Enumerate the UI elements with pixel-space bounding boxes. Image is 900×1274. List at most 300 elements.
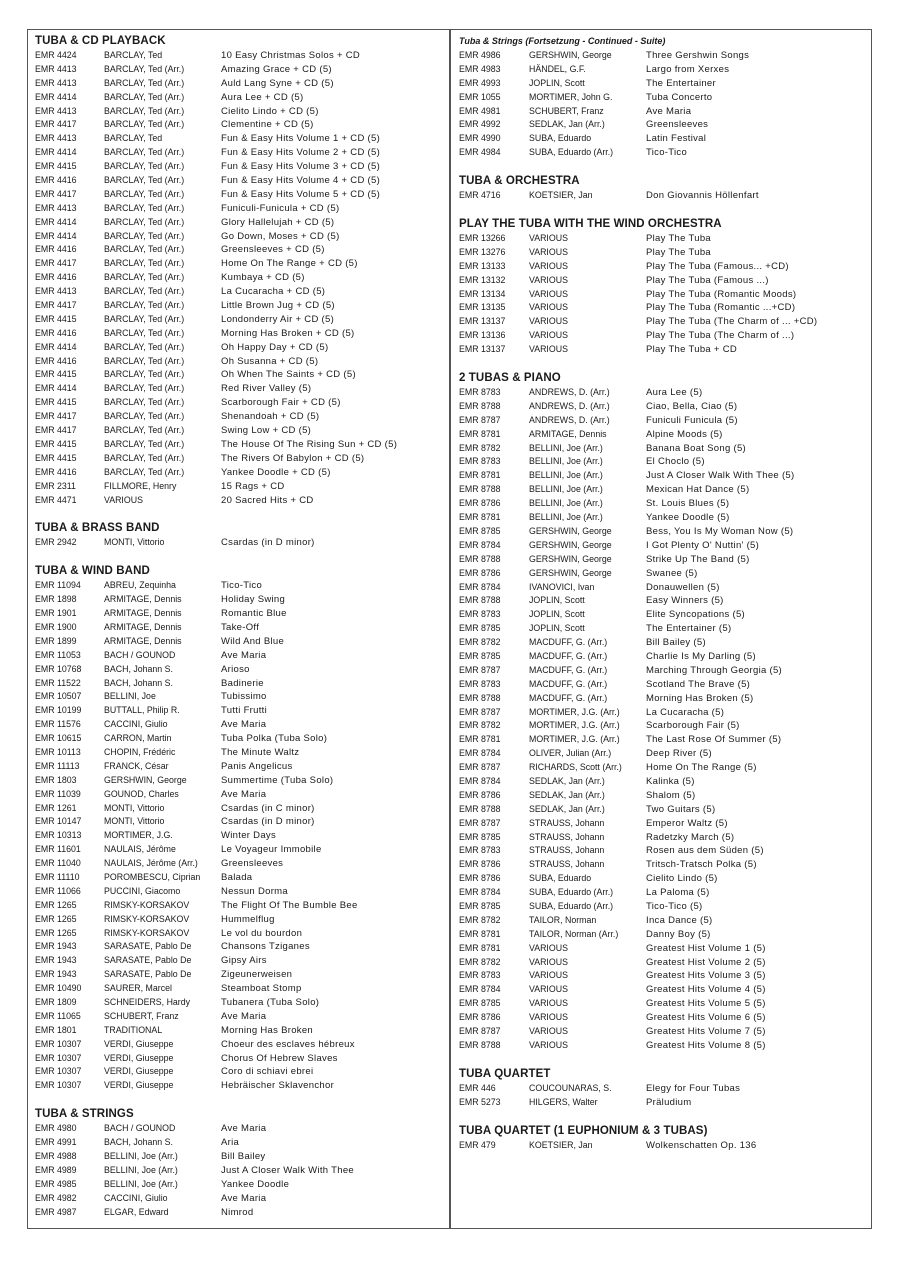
section-tuba-quartet (459, 1066, 867, 1110)
composer-name: VARIOUS (529, 330, 568, 341)
work-title: Ave Maria (221, 649, 267, 661)
work-title: Tubissimo (221, 691, 267, 703)
catalog-number: EMR 4417 (35, 188, 77, 199)
composer-name: STRAUSS, Johann (529, 831, 605, 842)
catalog-row (35, 146, 443, 160)
section-heading: TUBA & BRASS BAND (35, 522, 160, 535)
column-divider (449, 29, 451, 1229)
catalog-number: EMR 10113 (35, 746, 81, 757)
catalog-number: EMR 8781 (459, 470, 501, 481)
composer-name: MONTI, Vittorio (104, 537, 165, 548)
catalog-row (35, 188, 443, 202)
work-title: Oh Happy Day + CD (5) (221, 341, 329, 353)
catalog-row (459, 146, 867, 160)
composer-name: TAILOR, Norman (Arr.) (529, 928, 619, 939)
composer-name: BARCLAY, Ted (Arr.) (104, 230, 185, 241)
catalog-row (35, 466, 443, 480)
composer-name: BACH, Johann S. (104, 677, 173, 688)
catalog-number: EMR 4415 (35, 397, 77, 408)
composer-name: GERSHWIN, George (529, 50, 612, 60)
composer-name: SEDLAK, Jan (Arr.) (529, 803, 605, 814)
catalog-row (459, 761, 867, 775)
catalog-number: EMR 11113 (35, 760, 80, 771)
composer-name: BACH / GOUNOD (104, 1123, 176, 1134)
catalog-row (35, 494, 443, 508)
composer-name: SCHNEIDERS, Hardy (104, 997, 191, 1007)
catalog-number: EMR 4414 (35, 147, 77, 158)
work-title: Play The Tuba (Romantic Moods) (646, 288, 797, 300)
work-title: Strike Up The Band (5) (646, 553, 750, 565)
work-title: Zigeunerweisen (221, 969, 293, 981)
catalog-row (459, 132, 867, 146)
work-title: Play The Tuba (Famous... +CD) (646, 260, 789, 272)
catalog-number: EMR 4716 (459, 190, 501, 201)
work-title: La Cucaracha (5) (646, 706, 725, 718)
catalog-row (35, 579, 443, 593)
section-heading: PLAY THE TUBA WITH THE WIND ORCHESTRA (459, 218, 722, 231)
work-title: Three Gershwin Songs (646, 50, 750, 61)
catalog-row (35, 690, 443, 704)
composer-name: BARCLAY, Ted (Arr.) (104, 244, 185, 255)
composer-name: GERSHWIN, George (529, 525, 612, 536)
catalog-row (35, 396, 443, 410)
work-title: 15 Rags + CD (221, 480, 285, 492)
composer-name: BARCLAY, Ted (Arr.) (104, 341, 185, 352)
composer-name: BARCLAY, Ted (Arr.) (104, 91, 185, 102)
catalog-row (459, 442, 867, 456)
catalog-number: EMR 1055 (459, 91, 501, 102)
catalog-row (459, 91, 867, 105)
composer-name: ANDREWS, D. (Arr.) (529, 400, 610, 411)
catalog-number: EMR 13276 (459, 246, 506, 257)
catalog-number: EMR 4417 (35, 119, 77, 130)
work-title: Le Voyageur Immobile (221, 844, 322, 856)
catalog-number: EMR 8783 (459, 970, 501, 981)
catalog-row (459, 692, 867, 706)
composer-name: GERSHWIN, George (529, 539, 612, 550)
catalog-number: EMR 1943 (35, 941, 77, 952)
composer-name: JOPLIN, Scott (529, 595, 585, 606)
work-title: Greatest Hist Volume 2 (5) (646, 956, 766, 968)
composer-name: PUCCINI, Giacomo (104, 885, 181, 896)
catalog-number: EMR 13132 (459, 274, 506, 285)
composer-name: VERDI, Giuseppe (104, 1080, 174, 1091)
catalog-row (35, 607, 443, 621)
catalog-number: EMR 4415 (35, 369, 77, 380)
catalog-row (35, 1038, 443, 1052)
section-heading: TUBA & STRINGS (35, 1108, 134, 1121)
catalog-row (459, 858, 867, 872)
catalog-number: EMR 1265 (35, 899, 77, 910)
composer-name: CARRON, Martin (104, 733, 172, 744)
composer-name: BARCLAY, Ted (Arr.) (104, 63, 185, 74)
catalog-number: EMR 2942 (35, 537, 77, 548)
work-title: Nessun Dorma (221, 885, 288, 897)
right-column (459, 33, 867, 1165)
work-title: Oh Susanna + CD (5) (221, 355, 319, 367)
catalog-row (459, 719, 867, 733)
catalog-row (459, 455, 867, 469)
work-title: Scotland The Brave (5) (646, 678, 751, 690)
work-title: 20 Sacred Hits + CD (221, 494, 314, 506)
catalog-row (35, 857, 443, 871)
catalog-number: EMR 8784 (459, 887, 501, 898)
catalog-row (459, 636, 867, 650)
catalog-number: EMR 8782 (459, 442, 501, 453)
work-title: Choeur des esclaves hébreux (221, 1038, 355, 1050)
work-title: Emperor Waltz (5) (646, 817, 728, 829)
composer-name: ARMITAGE, Dennis (104, 635, 182, 646)
composer-name: BELLINI, Joe (Arr.) (529, 498, 603, 509)
work-title: Largo from Xerxes (646, 63, 730, 75)
catalog-number: EMR 11066 (35, 885, 81, 896)
composer-name: BARCLAY, Ted (Arr.) (104, 383, 185, 394)
composer-name: GOUNOD, Charles (104, 788, 179, 799)
work-title: El Choclo (5) (646, 456, 705, 468)
composer-name: BELLINI, Joe (Arr.) (104, 1151, 178, 1162)
catalog-row (35, 230, 443, 244)
work-title: Hummelflug (221, 913, 275, 925)
composer-name: RIMSKY-KORSAKOV (104, 927, 190, 938)
work-title: Steamboat Stomp (221, 983, 302, 995)
catalog-number: EMR 4413 (35, 77, 77, 88)
catalog-number: EMR 8785 (459, 998, 501, 1009)
catalog-row (459, 469, 867, 483)
composer-name: CACCINI, Giulio (104, 1192, 168, 1203)
work-title: Donauwellen (5) (646, 581, 720, 593)
section-heading: TUBA & CD PLAYBACK (35, 35, 166, 47)
composer-name: SARASATE, Pablo De (104, 969, 192, 980)
work-title: The Flight Of The Bumble Bee (221, 899, 358, 911)
catalog-row (459, 511, 867, 525)
catalog-number: EMR 4415 (35, 161, 77, 172)
work-title: Greatest Hits Volume 5 (5) (646, 998, 766, 1010)
work-title: Greatest Hits Volume 6 (5) (646, 1012, 766, 1024)
composer-name: BARCLAY, Ted (Arr.) (104, 258, 185, 269)
catalog-row (459, 553, 867, 567)
work-title: Funiculi-Funicula + CD (5) (221, 202, 340, 214)
catalog-number: EMR 4985 (35, 1178, 77, 1189)
catalog-number: EMR 8788 (459, 1039, 501, 1050)
catalog-row (459, 608, 867, 622)
composer-name: BELLINI, Joe (Arr.) (529, 470, 603, 481)
work-title: Csardas (in C minor) (221, 802, 315, 814)
catalog-row (459, 400, 867, 414)
composer-name: MACDUFF, G. (Arr.) (529, 692, 608, 703)
catalog-row (459, 872, 867, 886)
catalog-number: EMR 4980 (35, 1123, 77, 1134)
catalog-row (459, 329, 867, 343)
catalog-number: EMR 11110 (35, 871, 80, 882)
section-heading: TUBA QUARTET (1 EUPHONIUM & 3 TUBAS) (459, 1124, 708, 1137)
composer-name: BELLINI, Joe (104, 691, 156, 702)
work-title: Morning Has Broken + CD (5) (221, 327, 355, 339)
catalog-number: EMR 4981 (459, 105, 501, 116)
composer-name: BARCLAY, Ted (Arr.) (104, 369, 185, 380)
catalog-row (459, 733, 867, 747)
work-title: Glory Hallelujah + CD (5) (221, 216, 335, 228)
catalog-row (459, 232, 867, 246)
catalog-row (459, 789, 867, 803)
catalog-number: EMR 4416 (35, 175, 77, 186)
catalog-number: EMR 11039 (35, 788, 81, 799)
work-title: The House Of The Rising Sun + CD (5) (221, 438, 398, 450)
catalog-row (35, 635, 443, 649)
composer-name: BARCLAY, Ted (Arr.) (104, 313, 185, 324)
work-title: Mexican Hat Dance (5) (646, 484, 750, 496)
catalog-number: EMR 8788 (459, 484, 501, 495)
composer-name: BUTTALL, Philip R. (104, 705, 180, 716)
work-title: Red River Valley (5) (221, 383, 312, 395)
work-title: Tico-Tico (221, 580, 263, 592)
catalog-row (35, 746, 443, 760)
catalog-row (35, 77, 443, 91)
section-tuba-wind-band (35, 563, 443, 1093)
catalog-row (35, 382, 443, 396)
composer-name: VERDI, Giuseppe (104, 1052, 174, 1063)
catalog-number: EMR 4414 (35, 383, 77, 394)
composer-name: VARIOUS (529, 302, 568, 313)
work-title: Just A Closer Walk With Thee (5) (646, 470, 795, 482)
composer-name: MORTIMER, J.G. (104, 830, 173, 841)
catalog-row (35, 760, 443, 774)
catalog-number: EMR 8786 (459, 498, 501, 509)
section-tuba-quartet-1-euphonium-3-tubas (459, 1123, 867, 1153)
work-title: Swanee (5) (646, 567, 698, 579)
composer-name: BELLINI, Joe (Arr.) (529, 484, 603, 495)
catalog-row (35, 327, 443, 341)
catalog-row (35, 829, 443, 843)
catalog-number: EMR 13137 (459, 344, 506, 355)
composer-name: BARCLAY, Ted (Arr.) (104, 272, 185, 283)
composer-name: TAILOR, Norman (529, 914, 597, 925)
catalog-row (35, 160, 443, 174)
composer-name: BARCLAY, Ted (Arr.) (104, 161, 185, 172)
work-title: Chansons Tziganes (221, 941, 310, 953)
work-title: Home On The Range (5) (646, 762, 757, 774)
work-title: Fun & Easy Hits Volume 3 + CD (5) (221, 161, 381, 173)
catalog-row (35, 452, 443, 466)
composer-name: MORTIMER, John G. (529, 91, 613, 102)
composer-name: GERSHWIN, George (529, 553, 612, 564)
work-title: Banana Boat Song (5) (646, 442, 747, 454)
composer-name: BACH / GOUNOD (104, 649, 176, 660)
work-title: Balada (221, 871, 253, 883)
catalog-number: EMR 1803 (35, 774, 77, 785)
catalog-number: EMR 10199 (35, 705, 82, 716)
composer-name: CACCINI, Giulio (104, 719, 168, 730)
catalog-row (35, 105, 443, 119)
catalog-number: EMR 4416 (35, 355, 77, 366)
composer-name: RIMSKY-KORSAKOV (104, 899, 190, 910)
work-title: Ciao, Bella, Ciao (5) (646, 400, 738, 412)
catalog-row (35, 216, 443, 230)
composer-name: SEDLAK, Jan (Arr.) (529, 789, 605, 800)
work-title: Oh When The Saints + CD (5) (221, 369, 356, 381)
catalog-row (35, 118, 443, 132)
work-title: Latin Festival (646, 133, 707, 145)
work-title: Ave Maria (221, 788, 267, 800)
catalog-row (459, 956, 867, 970)
catalog-number: EMR 10507 (35, 691, 82, 702)
composer-name: BARCLAY, Ted (Arr.) (104, 216, 185, 227)
catalog-row (459, 594, 867, 608)
section-tuba-strings-fortsetzung-continued-suite (459, 33, 867, 160)
work-title: Nimrod (221, 1206, 254, 1218)
catalog-number: EMR 10490 (35, 983, 82, 994)
catalog-number: EMR 4991 (35, 1137, 77, 1148)
catalog-row (459, 525, 867, 539)
work-title: Gipsy Airs (221, 955, 267, 967)
catalog-row (459, 747, 867, 761)
catalog-row (459, 817, 867, 831)
work-title: Charlie Is My Darling (5) (646, 650, 756, 662)
catalog-number: EMR 8788 (459, 803, 501, 814)
catalog-row (459, 1096, 867, 1110)
work-title: Holiday Swing (221, 594, 286, 606)
catalog-row (459, 844, 867, 858)
work-title: Kumbaya + CD (5) (221, 272, 305, 284)
catalog-number: EMR 11601 (35, 844, 81, 855)
composer-name: BELLINI, Joe (Arr.) (529, 456, 603, 467)
composer-name: SUBA, Eduardo (529, 133, 592, 144)
catalog-number: EMR 11576 (35, 719, 81, 730)
catalog-number: EMR 4413 (35, 105, 77, 116)
catalog-row (459, 343, 867, 357)
composer-name: ANDREWS, D. (Arr.) (529, 414, 610, 425)
composer-name: ANDREWS, D. (Arr.) (529, 387, 610, 398)
catalog-number: EMR 4416 (35, 244, 77, 255)
catalog-number: EMR 8787 (459, 1026, 501, 1036)
composer-name: SEDLAK, Jan (Arr.) (529, 775, 605, 786)
catalog-row (459, 288, 867, 302)
composer-name: TRADITIONAL (104, 1024, 163, 1035)
catalog-number: EMR 10307 (35, 1066, 82, 1077)
catalog-row (35, 202, 443, 216)
composer-name: CHOPIN, Frédéric (104, 746, 176, 757)
catalog-row (459, 581, 867, 595)
catalog-row (35, 954, 443, 968)
composer-name: BARCLAY, Ted (104, 133, 163, 144)
composer-name: VARIOUS (529, 998, 568, 1009)
catalog-row (35, 996, 443, 1010)
catalog-row (35, 341, 443, 355)
catalog-number: EMR 11094 (35, 580, 81, 591)
work-title: Greatest Hits Volume 3 (5) (646, 970, 766, 982)
section-tuba-brass-band (35, 520, 443, 550)
catalog-row (459, 414, 867, 428)
catalog-number: EMR 11522 (35, 677, 81, 688)
work-title: Rosen aus dem Süden (5) (646, 845, 764, 857)
composer-name: FILLMORE, Henry (104, 480, 177, 491)
work-title: Elite Syncopations (5) (646, 609, 746, 621)
catalog-row (35, 63, 443, 77)
composer-name: BARCLAY, Ted (Arr.) (104, 452, 185, 463)
catalog-number: EMR 4417 (35, 411, 77, 422)
composer-name: JOPLIN, Scott (529, 77, 585, 88)
work-title: Greatest Hist Volume 1 (5) (646, 942, 766, 954)
catalog-row (459, 386, 867, 400)
catalog-row (459, 567, 867, 581)
composer-name: HÄNDEL, G.F. (529, 63, 586, 74)
catalog-row (35, 271, 443, 285)
catalog-row (35, 913, 443, 927)
work-title: Panis Angelicus (221, 760, 293, 772)
catalog-number: EMR 4986 (459, 50, 501, 60)
composer-name: BELLINI, Joe (Arr.) (529, 442, 603, 453)
catalog-number: EMR 8788 (459, 400, 501, 411)
work-title: Marching Through Georgia (5) (646, 664, 783, 676)
work-title: Play The Tuba (646, 233, 711, 245)
work-title: Greensleeves (646, 119, 709, 131)
catalog-number: EMR 13133 (459, 260, 506, 271)
composer-name: BELLINI, Joe (Arr.) (104, 1178, 178, 1189)
work-title: Greensleeves + CD (5) (221, 244, 325, 256)
catalog-number: EMR 8785 (459, 900, 501, 911)
work-title: Wild And Blue (221, 635, 285, 647)
work-title: Play The Tuba (The Charm of ...) (646, 330, 795, 342)
work-title: Badinerie (221, 677, 264, 689)
catalog-row (35, 355, 443, 369)
composer-name: ARMITAGE, Dennis (104, 621, 182, 632)
catalog-row (459, 1025, 867, 1039)
work-title: Tubanera (Tuba Solo) (221, 997, 320, 1008)
catalog-row (35, 968, 443, 982)
catalog-number: EMR 8788 (459, 553, 501, 564)
catalog-row (459, 678, 867, 692)
catalog-number: EMR 4414 (35, 91, 77, 102)
composer-name: ABREU, Zequinha (104, 580, 176, 591)
work-title: Tutti Frutti (221, 705, 268, 717)
catalog-row (459, 969, 867, 983)
catalog-row (459, 831, 867, 845)
catalog-row (35, 927, 443, 941)
composer-name: MACDUFF, G. (Arr.) (529, 637, 608, 648)
catalog-row (35, 368, 443, 382)
work-title: The Rivers Of Babylon + CD (5) (221, 452, 365, 464)
catalog-number: EMR 8782 (459, 720, 501, 731)
work-title: Fun & Easy Hits Volume 1 + CD (5) (221, 133, 381, 145)
work-title: I Got Plenty O' Nuttin' (5) (646, 539, 760, 551)
section-tuba-strings (35, 1106, 443, 1219)
composer-name: BARCLAY, Ted (Arr.) (104, 300, 185, 311)
catalog-number: EMR 8785 (459, 650, 501, 661)
catalog-row (459, 803, 867, 817)
work-title: Londonderry Air + CD (5) (221, 313, 335, 325)
composer-name: BARCLAY, Ted (Arr.) (104, 77, 185, 88)
composer-name: POROMBESCU, Ciprian (104, 871, 201, 882)
catalog-number: EMR 4413 (35, 133, 77, 144)
composer-name: BARCLAY, Ted (Arr.) (104, 188, 185, 199)
catalog-number: EMR 479 (459, 1139, 496, 1150)
catalog-number: EMR 1265 (35, 913, 77, 924)
catalog-number: EMR 4415 (35, 313, 77, 324)
catalog-number: EMR 4413 (35, 286, 77, 297)
catalog-number: EMR 4471 (35, 494, 77, 505)
catalog-row (35, 1122, 443, 1136)
catalog-number: EMR 8783 (459, 845, 501, 856)
catalog-number: EMR 4415 (35, 452, 77, 463)
catalog-number: EMR 8784 (459, 581, 501, 592)
catalog-row (459, 49, 867, 63)
catalog-number: EMR 8786 (459, 873, 501, 884)
catalog-number: EMR 8785 (459, 623, 501, 634)
composer-name: VARIOUS (529, 260, 568, 271)
work-title: Greatest Hits Volume 8 (5) (646, 1039, 766, 1051)
catalog-number: EMR 4415 (35, 438, 77, 449)
catalog-number: EMR 4413 (35, 63, 77, 74)
catalog-number: EMR 4416 (35, 272, 77, 283)
